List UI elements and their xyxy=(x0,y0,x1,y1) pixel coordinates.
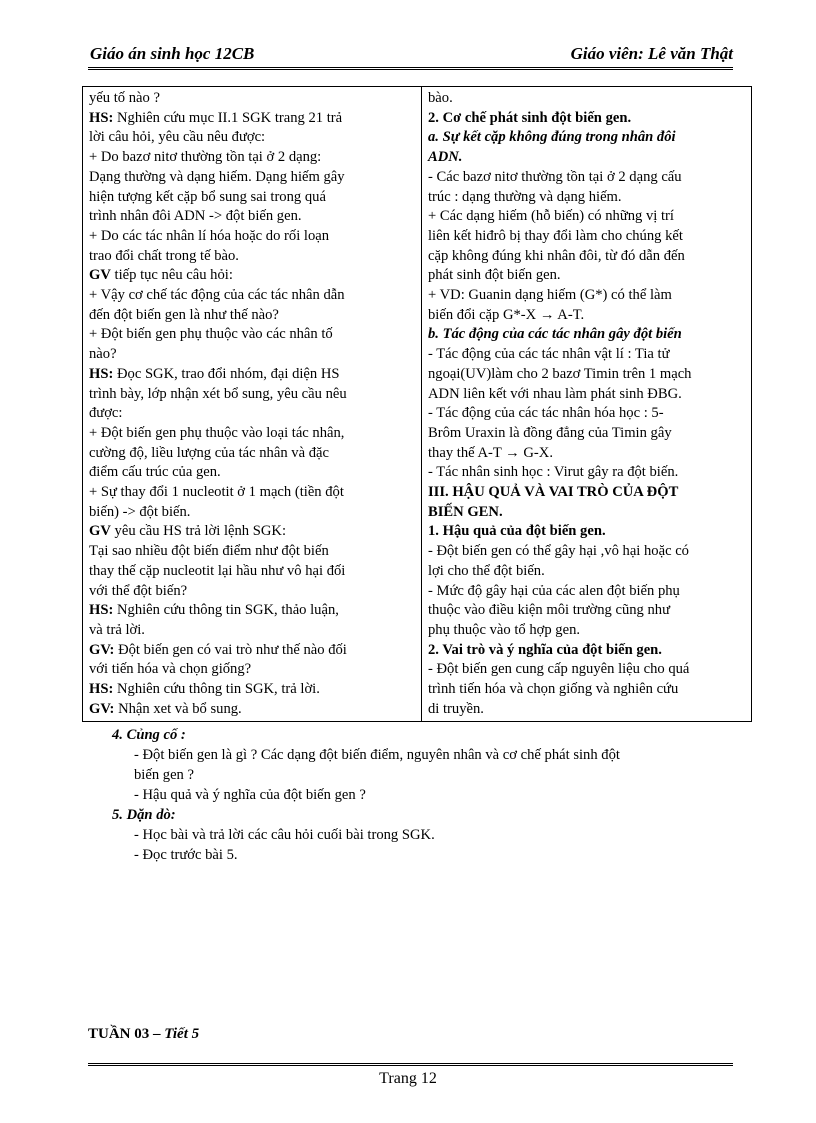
content-line: thuộc vào điều kiện môi trường cũng như xyxy=(428,602,670,619)
content-line: - Tác động của các tác nhân vật lí : Tia tử xyxy=(428,346,670,363)
content-line: - Tác nhân sinh học : Virut gây ra đột biến. xyxy=(428,464,679,481)
content-line: biến đổi cặp G*-X → A-T. xyxy=(428,306,585,323)
activity-text: và trả lời. xyxy=(89,621,145,638)
content-line: - Tác động của các tác nhân hóa học : 5- xyxy=(428,405,664,422)
activity-text: biến) -> đột biến. xyxy=(89,503,191,520)
activity-text: lời câu hỏi, yêu cầu nêu được: xyxy=(89,129,266,146)
activity-line xyxy=(89,345,411,365)
consolidation-item: - Đột biến gen là gì ? Các dạng đột biến điểm, nguyên nhân và cơ chế phát sinh đột xyxy=(134,747,620,763)
activity-line xyxy=(89,247,411,267)
activity-text: trao đổi chất trong tế bào. xyxy=(89,247,239,264)
activity-text: + Sự thay đổi 1 nucleotit ở 1 mạch (tiền đột xyxy=(89,484,344,501)
activity-line xyxy=(89,404,411,424)
activity-line xyxy=(89,306,411,326)
speaker-label: HS: xyxy=(89,109,114,126)
activity-text: yếu tố nào ? xyxy=(89,90,160,106)
speaker-label: HS: xyxy=(89,602,114,619)
activity-line xyxy=(89,148,411,168)
page-header xyxy=(88,44,733,68)
activity-text: trình nhân đôi ADN -> đột biến gen. xyxy=(89,208,302,225)
activity-text: Nghiên cứu mục II.1 SGK trang 21 trả xyxy=(113,109,343,126)
activity-line xyxy=(89,582,411,602)
activity-text: Tại sao nhiều đột biến điểm như đột biến xyxy=(89,543,329,560)
lesson-table xyxy=(82,86,752,722)
activity-line xyxy=(89,503,411,523)
activity-text: nào? xyxy=(89,346,117,363)
content-line: lợi cho thể đột biến. xyxy=(428,562,545,579)
page-number: Trang 12 xyxy=(379,1070,437,1087)
activity-line xyxy=(89,168,411,188)
activity-line xyxy=(89,266,411,286)
content-line: phụ thuộc vào tổ hợp gen. xyxy=(428,621,581,638)
activity-text: Đột biến gen có vai trò như thế nào đối xyxy=(114,641,347,658)
lesson-number: Tiết 5 xyxy=(164,1026,200,1042)
column-divider xyxy=(421,87,422,721)
content-heading: 2. Cơ chế phát sinh đột biến gen. xyxy=(428,109,632,126)
activity-line xyxy=(89,444,411,464)
content-line: ngoại(UV)làm cho 2 bazơ Timin trên 1 mạch xyxy=(428,365,692,382)
week-label xyxy=(88,1026,199,1043)
speaker-label: GV xyxy=(89,523,111,540)
content-line: - Mức độ gây hại của các alen đột biến phụ xyxy=(428,582,680,599)
homework-item: - Học bài và trả lời các câu hỏi cuối bài trong SGK. xyxy=(134,827,435,843)
content-line: + Các dạng hiếm (hỗ biến) có những vị trí xyxy=(428,208,674,225)
header-rule xyxy=(88,67,733,70)
activity-line xyxy=(89,680,411,700)
speaker-label: GV xyxy=(89,267,111,284)
consolidation-heading: 4. Củng cố : xyxy=(112,727,186,743)
activity-line xyxy=(89,424,411,444)
content-line: trình tiến hóa và chọn giống và nghiên cứu xyxy=(428,681,679,698)
activity-line xyxy=(89,542,411,562)
activity-text: với thể đột biến? xyxy=(89,582,188,599)
activity-text: yêu cầu HS trả lời lệnh SGK: xyxy=(110,523,287,540)
activity-text: + Đột biến gen phụ thuộc vào loại tác nhân, xyxy=(89,424,345,441)
activity-line xyxy=(89,89,411,109)
speaker-label: GV: xyxy=(89,641,115,658)
speaker-label: HS: xyxy=(89,365,114,382)
content-heading: 1. Hậu quả của đột biến gen. xyxy=(428,523,606,540)
homework-heading: 5. Dặn dò: xyxy=(112,807,176,823)
content-line: trúc : dạng thường và dạng hiếm. xyxy=(428,188,622,205)
speaker-label: HS: xyxy=(89,681,114,698)
content-heading: b. Tác động của các tác nhân gây đột biến xyxy=(428,326,682,343)
activity-text: + Do các tác nhân lí hóa hoặc do rối loạn xyxy=(89,227,330,244)
content-heading: ADN. xyxy=(428,149,463,166)
activity-line xyxy=(89,660,411,680)
activity-line xyxy=(89,483,411,503)
activity-text: hiện tượng kết cặp bổ sung sai trong quá xyxy=(89,188,326,205)
consolidation-item: - Hậu quả và ý nghĩa của đột biến gen ? xyxy=(134,787,366,803)
activity-text: + Đột biến gen phụ thuộc vào các nhân tố xyxy=(89,326,333,343)
activity-line xyxy=(89,601,411,621)
content-heading: BIẾN GEN. xyxy=(428,503,503,520)
activity-text: trình bày, lớp nhận xét bổ sung, yêu cầu nêu xyxy=(89,385,347,402)
activity-line xyxy=(89,128,411,148)
activity-text: Dạng thường và dạng hiếm. Dạng hiếm gây xyxy=(89,168,345,185)
activity-line xyxy=(89,385,411,405)
content-line: di truyền. xyxy=(428,700,484,717)
activity-line xyxy=(89,188,411,208)
content-heading: III. HẬU QUẢ VÀ VAI TRÒ CỦA ĐỘT xyxy=(428,484,679,501)
activity-line xyxy=(89,109,411,129)
activity-text: Nghiên cứu thông tin SGK, trả lời. xyxy=(113,681,320,698)
week-number: TUẦN 03 – xyxy=(88,1026,165,1042)
content-line: + VD: Guanin dạng hiếm (G*) có thể làm xyxy=(428,287,672,304)
activity-line xyxy=(89,463,411,483)
activity-line xyxy=(89,562,411,582)
activity-text: + Vậy cơ chế tác động của các tác nhân dẫn xyxy=(89,287,345,304)
activity-line xyxy=(89,227,411,247)
activity-text: được: xyxy=(89,405,123,422)
content-line: Brôm Uraxin là đồng đẳng của Timin gây xyxy=(428,424,672,441)
activity-line xyxy=(89,325,411,345)
activity-text: với tiến hóa và chọn giống? xyxy=(89,661,252,678)
content-line: - Đột biến gen cung cấp nguyên liệu cho quá xyxy=(428,661,690,678)
activity-text: cường độ, liều lượng của tác nhân và đặc xyxy=(89,444,329,461)
header-subject: Giáo án sinh học 12CB xyxy=(90,44,255,63)
content-column xyxy=(428,89,746,720)
content-heading: 2. Vai trò và ý nghĩa của đột biến gen. xyxy=(428,641,662,658)
activity-text: Đọc SGK, trao đổi nhóm, đại diện HS xyxy=(113,365,340,382)
content-line: - Các bazơ nitơ thường tồn tại ở 2 dạng cấu xyxy=(428,168,682,185)
content-line: cặp không đúng khi nhân đôi, từ đó dẫn đến xyxy=(428,247,685,264)
activity-line xyxy=(89,365,411,385)
activity-text: đến đột biến gen là như thế nào? xyxy=(89,306,279,323)
activity-text: Nghiên cứu thông tin SGK, thảo luận, xyxy=(113,602,339,619)
content-line: - Đột biến gen có thể gây hại ,vô hại hoặc có xyxy=(428,543,689,560)
consolidation-item: biến gen ? xyxy=(134,767,194,783)
content-line: ADN liên kết với nhau làm phát sinh ĐBG. xyxy=(428,385,682,402)
activity-line xyxy=(89,522,411,542)
activity-text: điểm cấu trúc của gen. xyxy=(89,464,221,481)
activity-line xyxy=(89,641,411,661)
homework-item: - Đọc trước bài 5. xyxy=(134,847,238,863)
activity-line xyxy=(89,621,411,641)
footer-rule xyxy=(88,1063,733,1066)
content-line: thay thế A-T → G-X. xyxy=(428,444,553,461)
activity-text: Nhận xet và bổ sung. xyxy=(114,700,242,717)
content-line: phát sinh đột biến gen. xyxy=(428,267,561,284)
activity-column xyxy=(89,89,411,720)
activity-line xyxy=(89,700,411,720)
activity-line xyxy=(89,286,411,306)
activity-text: tiếp tục nêu câu hỏi: xyxy=(110,267,233,284)
activity-text: + Do bazơ nitơ thường tồn tại ở 2 dạng: xyxy=(89,149,322,166)
activity-line xyxy=(89,207,411,227)
activity-text: thay thế cặp nucleotit lại hầu như vô hại đối xyxy=(89,562,346,579)
content-line: liên kết hiđrô bị thay đổi làm cho chúng kết xyxy=(428,227,683,244)
content-line: bào. xyxy=(428,90,453,106)
content-heading: a. Sự kết cặp không đúng trong nhân đôi xyxy=(428,129,676,146)
speaker-label: GV: xyxy=(89,700,115,717)
header-teacher: Giáo viên: Lê văn Thật xyxy=(570,44,733,63)
